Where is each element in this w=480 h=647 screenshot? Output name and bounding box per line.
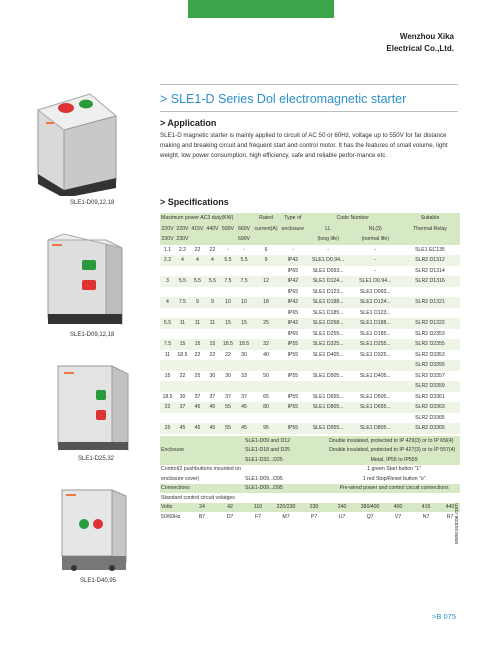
spec-cell: [205, 329, 220, 340]
spec-cell: IP55: [280, 402, 306, 413]
spec-row: [160, 245, 460, 256]
spec-header-row-2: 220V 220V 415V 440V 500V 660V current(A) enclosure LL NL(3) Thermal Relay: [160, 224, 460, 235]
spec-cell: [205, 266, 220, 277]
spec-cell: 15: [220, 318, 236, 329]
control-row-2: enclosure cover) SLE1-D09...D95 1 red Stop/Reset button "o": [161, 475, 426, 482]
spec-cell: IP65: [287, 288, 299, 295]
spec-cell: 10: [236, 297, 252, 308]
header-green-tab: [188, 0, 334, 18]
spec-cell: [252, 287, 280, 298]
spec-cell: 4: [205, 255, 220, 266]
spec-cell: SLR2 D3359: [400, 381, 460, 392]
spec-cell: 12: [252, 276, 280, 287]
spec-cell: [252, 308, 280, 319]
spec-cell: [280, 360, 306, 371]
volt-value: 400: [384, 503, 412, 513]
spec-cell: SLE1 D093...: [359, 288, 391, 295]
voltage-code: V7: [394, 513, 402, 520]
spec-cell: [220, 329, 236, 340]
spec-cell: 5.5: [236, 255, 252, 266]
spec-cell: 22: [194, 246, 201, 253]
spec-cell: 15: [236, 318, 252, 329]
spec-cell: 45: [190, 402, 205, 413]
voltage-code: M7: [282, 513, 290, 520]
spec-cell: 37: [225, 393, 231, 400]
spec-cell: 25: [160, 423, 175, 434]
spec-cell: SLE1 D0.94...: [306, 255, 351, 266]
spec-cell: -: [243, 246, 245, 253]
page-number: >B 075: [432, 612, 456, 621]
spec-cell: 1.1: [163, 246, 172, 253]
page-title: > SLE1-D Series Dol electromagnetic starter: [160, 92, 407, 106]
spec-cell: -: [327, 246, 330, 253]
volt-value: 110: [244, 503, 272, 513]
enclosure-row-1: SLE1-D09 and D12 Double insulated, protected to IP 429(3) or to IP 65l(4): [160, 436, 460, 446]
spec-cell: [236, 287, 252, 298]
spec-cell: 5.5: [160, 318, 175, 329]
spec-cell: [351, 413, 400, 424]
spec-cell: [280, 413, 306, 424]
spec-cell: SLR2 D1312: [400, 255, 460, 266]
spec-cell: SLE1 D505...: [359, 393, 391, 400]
spec-cell: [190, 287, 205, 298]
spec-cell: 50: [263, 372, 269, 379]
voltage-code: B7: [198, 513, 206, 520]
spec-header-row-3: 230V 230V 690V (long life) (normal life): [160, 234, 460, 245]
spec-cell: IP65: [287, 267, 299, 274]
spec-cell: [190, 381, 205, 392]
spec-cell: SLE1 D0.94...: [351, 276, 400, 287]
spec-row: [160, 381, 460, 392]
specifications-heading: > Specifications: [160, 197, 229, 207]
starter-image-d09-b: [38, 232, 138, 330]
voltage-code: D7: [226, 513, 234, 520]
volt-value: 220/230: [272, 503, 300, 513]
spec-cell: 15: [190, 339, 205, 350]
spec-cell: SLR2 D3357: [415, 372, 445, 379]
caption-4: SLE1-D40,95: [80, 578, 117, 584]
spec-cell: SLE1 D123...: [312, 288, 344, 295]
spec-cell: -: [227, 246, 229, 253]
spec-row: [160, 255, 460, 266]
spec-cell: 18.5: [220, 339, 236, 350]
starter-image-d40: [56, 484, 136, 576]
voltage-code: Q7: [366, 513, 374, 520]
spec-cell: 6: [264, 246, 268, 253]
spec-cell: 9: [190, 297, 205, 308]
spec-cell: 33: [241, 372, 247, 379]
spec-cell: [220, 381, 236, 392]
spec-cell: IP55: [280, 339, 306, 350]
volts-row: Volts 24 42 110 220/230 230 240 380/400 400 415 440: [160, 503, 460, 513]
spec-cell: SLE1 D955...: [306, 423, 351, 434]
spec-cell: [306, 413, 351, 424]
spec-cell: [205, 287, 220, 298]
spec-cell: 22: [209, 246, 216, 253]
spec-cell: 9: [252, 255, 280, 266]
spec-cell: [160, 360, 175, 371]
application-text: SLE1-D magnetic starter is mainly applied to circuit of AC 50 or 60Hz, voltage up to 550V for far distance making and breaking circuit and frequent start and control motor. It has the features of small volume, light weight, low power consumption, high efficiency, safe and reliable perfor-mance etc.: [160, 132, 448, 159]
spec-cell: 15: [164, 372, 171, 379]
spec-cell: 30: [225, 372, 231, 379]
voltage-code: U7: [338, 513, 346, 520]
voltage-code: R7: [446, 513, 454, 520]
spec-cell: [220, 287, 236, 298]
spec-cell: [160, 308, 175, 319]
spec-row: [160, 360, 460, 371]
spec-cell: -: [374, 267, 377, 274]
spec-cell: 5.5: [205, 276, 220, 287]
spec-cell: 22: [194, 351, 201, 358]
volt-value: 230: [300, 503, 328, 513]
spec-cell: 45: [190, 423, 205, 434]
spec-cell: -: [374, 246, 377, 253]
spec-cell: [175, 413, 190, 424]
volt-value: 240: [328, 503, 356, 513]
spec-cell: 45: [205, 402, 220, 413]
spec-body: [160, 245, 460, 434]
spec-cell: SLR2 D3355: [400, 360, 460, 371]
caption-3: SLE1-D25,32: [78, 456, 115, 462]
spec-cell: SLE1 D655...: [312, 393, 344, 400]
spec-cell: SLE1 D255...: [312, 330, 344, 337]
spec-cell: 22: [225, 351, 231, 358]
spec-cell: [190, 308, 205, 319]
spec-cell: SLE1 D185...: [359, 330, 391, 337]
spec-cell: SLE1 D185...: [312, 309, 344, 316]
spec-cell: SLR2 D1322: [400, 318, 460, 329]
spec-cell: [252, 413, 280, 424]
website-vertical: www.sxicoe.com: [454, 503, 460, 544]
spec-cell: 15: [175, 339, 190, 350]
spec-cell: [160, 329, 175, 340]
spec-cell: SLR2 D1314: [415, 267, 445, 274]
spec-cell: IP42: [280, 255, 306, 266]
spec-cell: [236, 266, 252, 277]
spec-header-row-1: Maximum power AC3 duty(KW) Rated Type of Code Number Suitable: [160, 213, 460, 224]
voltage-code: P7: [310, 513, 318, 520]
spec-cell: [190, 360, 205, 371]
spec-cell: 22: [179, 372, 186, 379]
volt-value: 42: [216, 503, 244, 513]
spec-cell: 18.5: [236, 339, 252, 350]
spec-cell: SLR2 D2353: [415, 330, 445, 337]
spec-cell: 37: [241, 393, 247, 400]
spec-cell: [400, 308, 460, 319]
volt-value: 24: [188, 503, 216, 513]
spec-cell: [236, 381, 252, 392]
spec-cell: 37: [175, 402, 190, 413]
spec-cell: 40: [263, 351, 269, 358]
spec-cell: [160, 413, 175, 424]
spec-row: [160, 308, 460, 319]
spec-cell: 2.2: [160, 255, 175, 266]
spec-cell: 5.5: [175, 276, 190, 287]
spec-cell: SLE1 D505...: [312, 372, 344, 379]
spec-cell: 95: [252, 423, 280, 434]
spec-cell: -: [291, 246, 294, 253]
spec-row: [160, 339, 460, 350]
spec-cell: 30: [209, 372, 216, 379]
spec-cell: [205, 360, 220, 371]
spec-cell: [252, 381, 280, 392]
spec-cell: SLE1 D124...: [351, 297, 400, 308]
spec-cell: IP55: [280, 423, 306, 434]
connections-row: Connections SLE1-D09...D95 Pre-wired power and control circuit connections: [160, 484, 460, 494]
spec-cell: 11: [164, 351, 171, 358]
spec-row: [160, 392, 460, 403]
spec-cell: SLE1 D124...: [306, 276, 351, 287]
spec-cell: SLR2 D2355: [400, 339, 460, 350]
spec-cell: [220, 360, 236, 371]
spec-row: [160, 266, 460, 277]
spec-cell: 55: [220, 423, 236, 434]
spec-cell: [175, 266, 190, 277]
spec-cell: 4: [175, 255, 190, 266]
spec-cell: 2.2: [178, 246, 187, 253]
spec-cell: 30: [241, 351, 247, 358]
spec-row: [160, 276, 460, 287]
spec-cell: [175, 360, 190, 371]
spec-cell: 18.5: [162, 393, 173, 400]
spec-cell: [252, 329, 280, 340]
spec-cell: [175, 308, 190, 319]
spec-cell: [236, 360, 252, 371]
spec-cell: IP65: [287, 330, 299, 337]
spec-row: [160, 287, 460, 298]
spec-cell: 45: [175, 423, 190, 434]
spec-cell: 37: [209, 393, 216, 400]
spec-cell: SLE1 D655...: [351, 402, 400, 413]
spec-cell: SLR2 D3361: [415, 393, 445, 400]
volt-value: 440: [440, 503, 460, 513]
spec-cell: SLE1 D405...: [312, 351, 344, 358]
spec-cell: 45: [236, 423, 252, 434]
spec-cell: [205, 381, 220, 392]
spec-cell: 45: [205, 423, 220, 434]
spec-cell: IP42: [280, 318, 306, 329]
spec-cell: IP55: [287, 372, 299, 379]
spec-row: [160, 371, 460, 382]
spec-cell: [306, 360, 351, 371]
spec-cell: 22: [160, 402, 175, 413]
spec-cell: 37: [194, 393, 201, 400]
spec-cell: IP55: [287, 393, 299, 400]
voltage-code: F7: [255, 513, 262, 520]
spec-cell: 7.5: [160, 339, 175, 350]
spec-cell: SLR2 D1316: [400, 276, 460, 287]
volt-value: 380/400: [356, 503, 384, 513]
spec-cell: [220, 308, 236, 319]
spec-cell: 65: [263, 393, 269, 400]
voltage-code: N7: [422, 513, 430, 520]
spec-row: [160, 402, 460, 413]
spec-cell: 7.5: [220, 276, 236, 287]
spec-cell: 11: [175, 318, 190, 329]
spec-cell: 11: [190, 318, 205, 329]
spec-cell: 4: [160, 297, 175, 308]
spec-cell: SLE1 EC135: [414, 246, 445, 253]
spec-cell: SLR2 D3363: [400, 402, 460, 413]
std-voltages-row: Standard control circuit volatges: [161, 494, 235, 501]
spec-cell: [236, 308, 252, 319]
spec-cell: [351, 381, 400, 392]
spec-cell: IP55: [287, 351, 299, 358]
title-rule-top: [160, 84, 458, 85]
spec-cell: [160, 266, 175, 277]
spec-row: [160, 423, 460, 434]
spec-cell: [190, 413, 205, 424]
spec-cell: [236, 413, 252, 424]
spec-row: [160, 318, 460, 329]
spec-cell: IP42: [280, 276, 306, 287]
spec-row: [160, 413, 460, 424]
spec-cell: 30: [179, 393, 186, 400]
spec-cell: [175, 381, 190, 392]
spec-cell: 4: [190, 255, 205, 266]
spec-cell: [351, 360, 400, 371]
spec-cell: SLR2 D1321: [400, 297, 460, 308]
spec-cell: [280, 381, 306, 392]
spec-cell: SLE1 D805...: [351, 423, 400, 434]
spec-cell: [190, 266, 205, 277]
caption-2: SLE1-D09,12,18: [70, 332, 115, 338]
starter-image-d25: [52, 360, 142, 456]
starter-image-d09-a: [24, 86, 134, 196]
spec-cell: 22: [209, 351, 216, 358]
volt-value: 415: [412, 503, 440, 513]
spec-cell: 15: [205, 339, 220, 350]
spec-cell: -: [351, 255, 400, 266]
spec-cell: [306, 381, 351, 392]
spec-cell: 45: [236, 402, 252, 413]
spec-cell: 9: [205, 297, 220, 308]
spec-cell: [175, 329, 190, 340]
spec-cell: [160, 287, 175, 298]
spec-cell: [236, 329, 252, 340]
caption-1: SLE1-D09,12,18: [70, 200, 115, 206]
spec-cell: SLE1 D093...: [312, 267, 344, 274]
spec-cell: [400, 287, 460, 298]
spec-cell: SLE1 D805...: [306, 402, 351, 413]
spec-cell: SLR2 D3365: [415, 414, 445, 421]
spec-cell: 5.5: [190, 276, 205, 287]
spec-cell: 5.5: [220, 255, 236, 266]
application-heading: > Application: [160, 118, 217, 128]
spec-cell: SLE1 D188...: [351, 318, 400, 329]
spec-cell: 18.5: [177, 351, 188, 358]
spec-cell: 10: [220, 297, 236, 308]
spec-row: [160, 350, 460, 361]
spec-cell: [252, 266, 280, 277]
spec-row: [160, 329, 460, 340]
spec-cell: SLE1 D188...: [306, 297, 351, 308]
spec-row: [160, 297, 460, 308]
spec-cell: [190, 329, 205, 340]
spec-cell: 3: [160, 276, 175, 287]
spec-cell: SLE1 D325...: [359, 351, 391, 358]
spec-cell: SLE1 D405...: [359, 372, 391, 379]
spec-cell: [252, 360, 280, 371]
spec-cell: 18: [252, 297, 280, 308]
enclosure-table: [160, 436, 460, 522]
spec-cell: 25: [194, 372, 201, 379]
spec-cell: 11: [205, 318, 220, 329]
spec-cell: [160, 381, 175, 392]
spec-cell: 7.5: [236, 276, 252, 287]
spec-cell: 55: [220, 402, 236, 413]
enclosure-row-3: SLE1-D32...D25 Metal, IP55 to IP559: [160, 455, 460, 465]
spec-cell: SLR2 D3365: [400, 423, 460, 434]
spec-cell: 32: [252, 339, 280, 350]
spec-cell: [205, 308, 220, 319]
spec-cell: SLE1 D123...: [359, 309, 391, 316]
spec-cell: SLE1 D258...: [306, 318, 351, 329]
spec-cell: [205, 413, 220, 424]
spec-cell: [175, 287, 190, 298]
spec-cell: 25: [252, 318, 280, 329]
specifications-table: [160, 213, 460, 434]
spec-cell: SLE1 D325...: [306, 339, 351, 350]
spec-cell: [220, 413, 236, 424]
spec-cell: IP65: [287, 309, 299, 316]
spec-cell: IP42: [280, 297, 306, 308]
spec-cell: 80: [252, 402, 280, 413]
enclosure-row-2: Enclosure SLE1-D18 and D25 Double insulated, protected to IP 427(3) or to IP 557(4): [160, 446, 460, 456]
control-row-1: Control(2 pushbuttons mounted on 1 green Start button "1": [161, 466, 422, 473]
spec-cell: SLR2 D3353: [415, 351, 445, 358]
codes-row: 50/60Hz B7 D7 F7 M7 P7 U7 Q7 V7 N7 R7: [160, 512, 460, 522]
spec-cell: [220, 266, 236, 277]
title-rule-bottom: [160, 111, 458, 112]
company-name: Wenzhou Xika Electrical Co.,Ltd.: [386, 32, 454, 53]
spec-cell: SLE1 D255...: [351, 339, 400, 350]
spec-cell: 7.5: [175, 297, 190, 308]
